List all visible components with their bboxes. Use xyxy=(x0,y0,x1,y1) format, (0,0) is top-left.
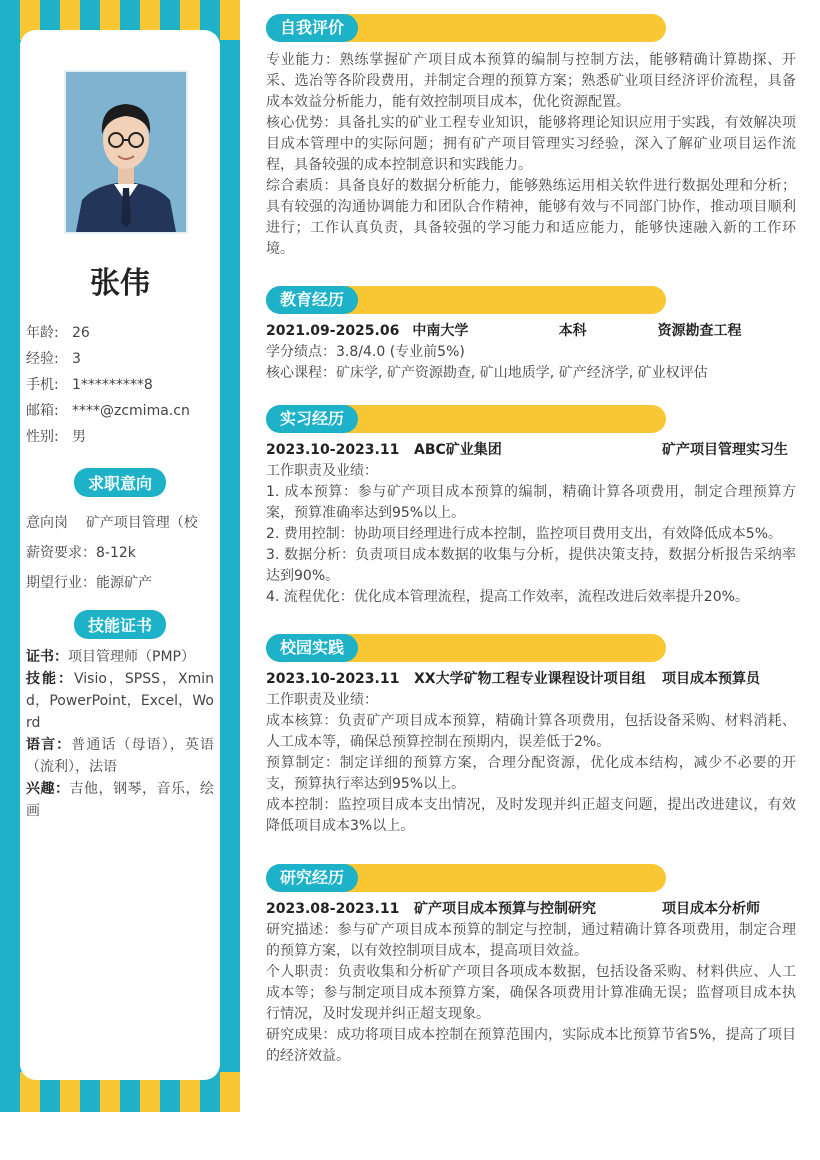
skill-value: Visio，SPSS，Xmind，PowerPoint，Excel，Word xyxy=(26,671,214,731)
section-education xyxy=(266,286,796,384)
detail-line: 预算制定：制定详细的预算方案，合理分配资源，优化成本结构，减少不必要的开支，预算执行率达到95%以上。 xyxy=(266,755,796,792)
sidebar xyxy=(0,0,240,1112)
entry-degree: 本科 xyxy=(558,323,587,339)
internship-details xyxy=(266,461,796,608)
section-heading-label: 实习经历 xyxy=(266,405,358,433)
profile-card xyxy=(20,30,220,1080)
intent-salary-value: 8-12k xyxy=(96,545,136,561)
section-self-evaluation xyxy=(266,14,796,260)
skills-heading xyxy=(20,610,220,639)
self-evaluation-text xyxy=(266,50,796,260)
info-value: 26 xyxy=(72,325,90,341)
intent-salary-label: 薪资要求： xyxy=(26,545,96,561)
skills-list xyxy=(26,646,214,822)
info-key: 年龄: xyxy=(26,325,59,341)
detail-line: 成本控制：监控项目成本支出情况，及时发现并纠正超支问题，提出改进建议，有效降低项目成本3%以上。 xyxy=(266,797,796,834)
detail-line: 个人职责：负责收集和分析矿产项目各项成本数据，包括设备采购、材料供应、人工成本等；参与制定项目成本预算方案，确保各项费用计算准确无误；监督项目成本执行情况，及时发现并纠正超支现象。 xyxy=(266,964,796,1022)
section-research xyxy=(266,864,796,1067)
entry-role: 项目成本分析师 xyxy=(662,901,760,917)
skill-certificate xyxy=(26,646,214,668)
section-internship xyxy=(266,405,796,608)
section-heading-label: 校园实践 xyxy=(266,634,358,662)
education-details xyxy=(266,342,796,384)
entry-date: 2021.09-2025.06 xyxy=(266,323,400,339)
entry-organization: ABC矿业集团 xyxy=(414,442,502,458)
section-heading-bar xyxy=(266,634,666,662)
info-value: 3 xyxy=(72,351,81,367)
info-key: 手机: xyxy=(26,377,59,393)
intent-heading xyxy=(20,468,220,497)
skill-value: 普通话（母语），英语（流利），法语 xyxy=(26,737,214,775)
person-name: 张伟 xyxy=(90,266,150,301)
detail-line: 2. 费用控制：协助项目经理进行成本控制，监控项目费用支出，有效降低成本5%。 xyxy=(266,526,783,542)
entry-major: 资源勘查工程 xyxy=(657,323,742,339)
skill-key: 证书： xyxy=(26,649,68,665)
section-campus-practice xyxy=(266,634,796,837)
education-entry xyxy=(266,320,796,342)
section-heading-bar xyxy=(266,14,666,42)
entry-date: 2023.08-2023.11 xyxy=(266,901,400,917)
avatar xyxy=(64,70,188,234)
info-row-phone xyxy=(26,372,218,398)
section-heading-bar xyxy=(266,864,666,892)
entry-date: 2023.10-2023.11 xyxy=(266,442,400,458)
detail-line: 3. 数据分析：负责项目成本数据的收集与分析，提供决策支持，数据分析报告采纳率达到90%。 xyxy=(266,547,796,584)
skill-value: 吉他，钢琴，音乐，绘画 xyxy=(26,781,214,819)
entry-organization: XX大学矿物工程专业课程设计项目组 xyxy=(414,671,646,687)
campus-details xyxy=(266,690,796,837)
skill-value: 项目管理师（PMP） xyxy=(68,649,195,665)
campus-entry xyxy=(266,668,796,690)
intent-heading-label: 求职意向 xyxy=(74,468,166,497)
skill-language xyxy=(26,734,214,778)
detail-line: 4. 流程优化：优化成本管理流程，提高工作效率，流程改进后效率提升20%。 xyxy=(266,589,749,605)
skills-heading-label: 技能证书 xyxy=(74,610,166,639)
skill-key: 兴趣： xyxy=(26,781,70,797)
paragraph: 核心优势：具备扎实的矿业工程专业知识，能够将理论知识应用于实践，有效解决项目成本管理中的实际问题；拥有矿产项目管理实习经验，深入了解矿业项目运作流程，具备较强的成本控制意识和实践能力。 xyxy=(266,115,796,173)
intent-industry xyxy=(26,568,214,598)
section-heading-label: 研究经历 xyxy=(266,864,358,892)
detail-line: 研究描述：参与矿产项目成本预算的制定与控制，通过精确计算各项费用，制定合理的预算方案，以有效控制项目成本，提高项目效益。 xyxy=(266,922,796,959)
job-intent xyxy=(26,508,214,598)
skill-hobby xyxy=(26,778,214,822)
detail-line: 工作职责及业绩： xyxy=(266,692,378,708)
research-entry xyxy=(266,898,796,920)
portrait-icon xyxy=(66,72,186,232)
entry-role: 项目成本预算员 xyxy=(662,671,760,687)
intent-position-label: 意向岗 xyxy=(26,515,68,531)
info-value: ****@zcmima.cn xyxy=(72,403,190,419)
intent-salary xyxy=(26,538,214,568)
section-heading-label: 自我评价 xyxy=(266,14,358,42)
info-row-experience xyxy=(26,346,218,372)
paragraph: 专业能力：熟练掌握矿产项目成本预算的编制与控制方法，能够精确计算勘探、开采、选冶等各阶段费用，并制定合理的预算方案；熟悉矿业项目经济评价流程，具备成本效益分析能力，能有效控制项目成本，优化资源配置。 xyxy=(266,52,796,110)
research-details xyxy=(266,920,796,1067)
section-heading-bar xyxy=(266,286,666,314)
info-row-age xyxy=(26,320,218,346)
info-value: 男 xyxy=(72,429,86,445)
detail-line: 工作职责及业绩： xyxy=(266,463,378,479)
courses-line: 核心课程：矿床学, 矿产资源勘查, 矿山地质学, 矿产经济学, 矿业权评估 xyxy=(266,365,708,381)
detail-line: 成本核算：负责矿产项目成本预算，精确计算各项费用，包括设备采购、材料消耗、人工成本等，确保总预算控制在预期内，误差低于2%。 xyxy=(266,713,796,750)
info-key: 经验: xyxy=(26,351,59,367)
section-heading-label: 教育经历 xyxy=(266,286,358,314)
detail-line: 研究成果：成功将项目成本控制在预算范围内，实际成本比预算节省5%，提高了项目的经济效益。 xyxy=(266,1027,796,1064)
internship-entry xyxy=(266,439,796,461)
gpa-line: 学分绩点：3.8/4.0 (专业前5%) xyxy=(266,344,465,360)
skill-key: 语言： xyxy=(26,737,72,753)
intent-industry-label: 期望行业： xyxy=(26,575,96,591)
info-value: 1*********8 xyxy=(72,377,153,393)
intent-industry-value: 能源矿产 xyxy=(96,575,152,591)
skill-tools xyxy=(26,668,214,734)
entry-date: 2023.10-2023.11 xyxy=(266,671,400,687)
info-key: 性别: xyxy=(26,429,59,445)
detail-line: 1. 成本预算：参与矿产项目成本预算的编制，精确计算各项费用，制定合理预算方案，预算准确率达到95%以上。 xyxy=(266,484,796,521)
info-row-gender xyxy=(26,424,218,450)
entry-role: 矿产项目管理实习生 xyxy=(662,442,788,458)
intent-position-value: 矿产项目管理（校 xyxy=(85,515,198,531)
entry-organization: 矿产项目成本预算与控制研究 xyxy=(414,901,596,917)
skill-key: 技能： xyxy=(26,671,74,687)
paragraph: 综合素质：具备良好的数据分析能力，能够熟练运用相关软件进行数据处理和分析；具有较强的沟通协调能力和团队合作精神，能够有效与不同部门协作，推动项目顺利进行；工作认真负责，具备较强的学习能力和适应能力，能够快速融入新的工作环境。 xyxy=(266,178,796,257)
intent-position xyxy=(26,508,214,538)
info-row-email xyxy=(26,398,218,424)
info-key: 邮箱: xyxy=(26,403,59,419)
entry-school: 中南大学 xyxy=(412,323,469,339)
basic-info xyxy=(26,320,218,450)
section-heading-bar xyxy=(266,405,666,433)
